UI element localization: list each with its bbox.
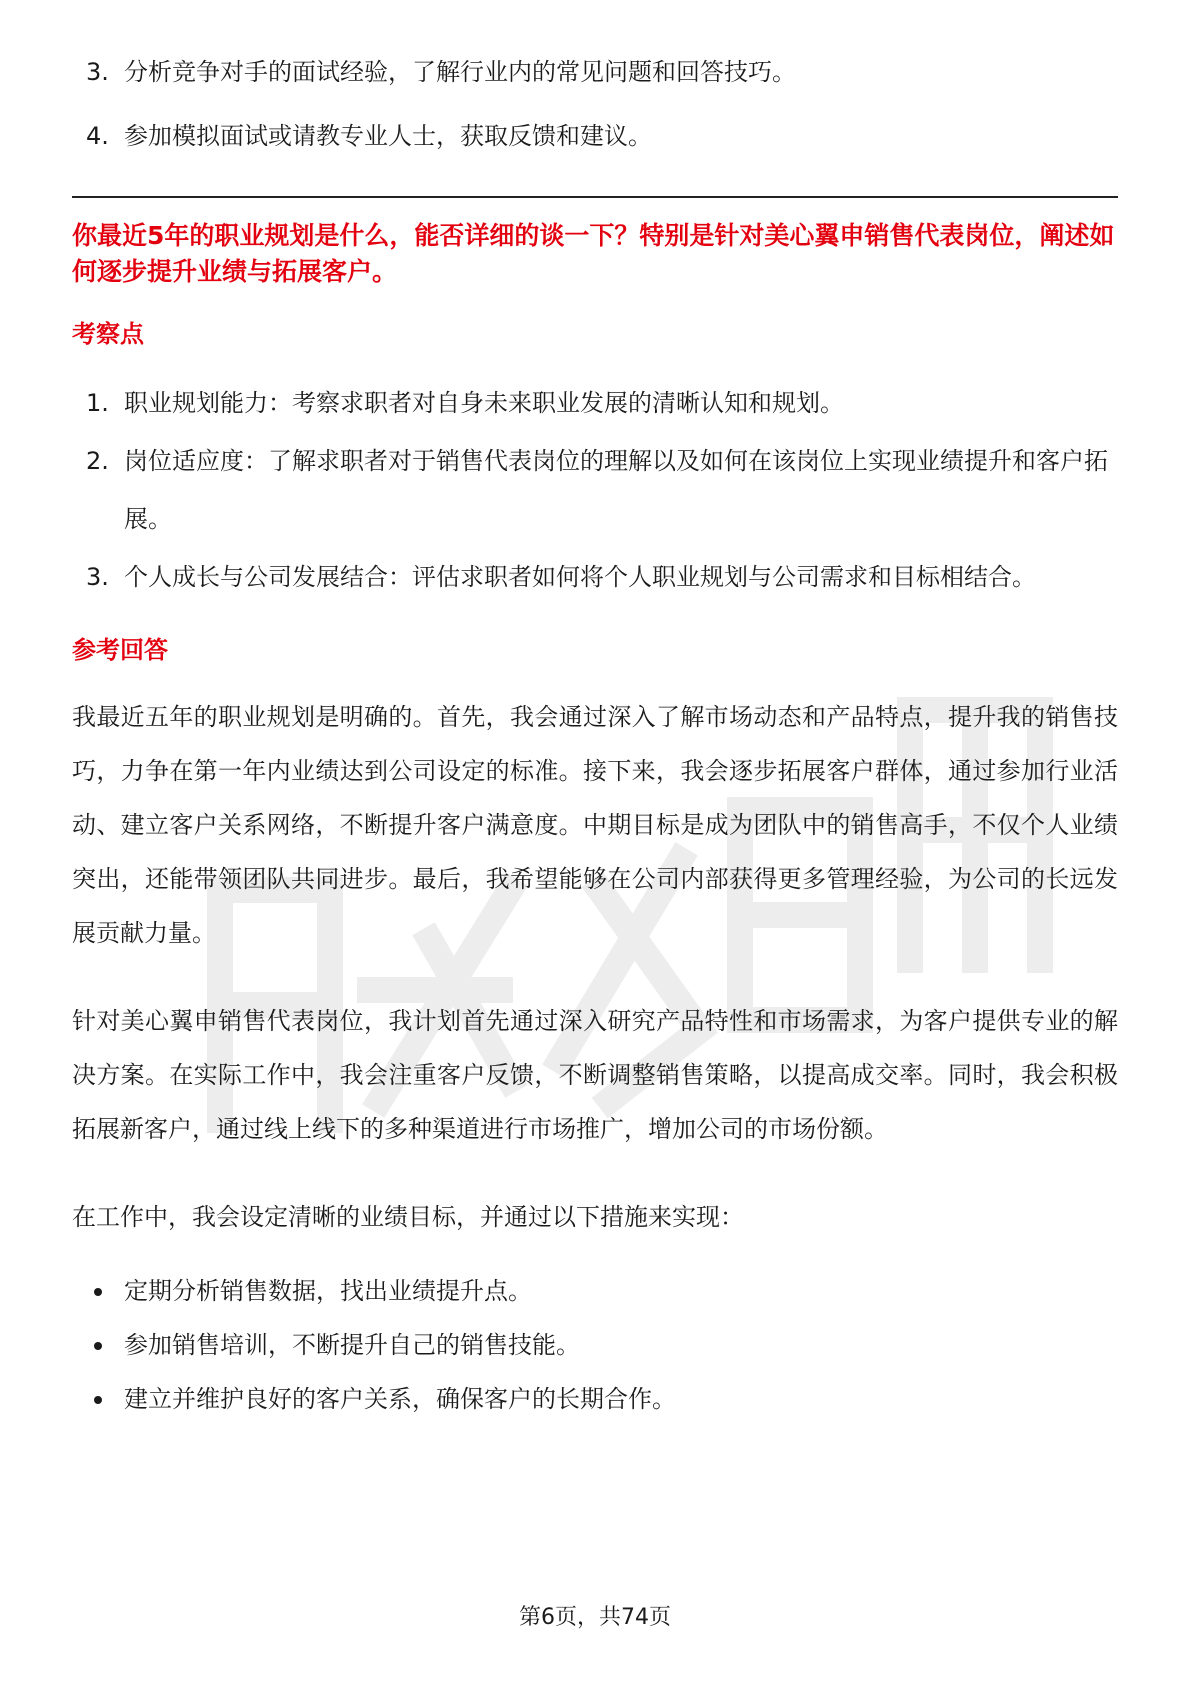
- focus-heading: 考察点: [72, 320, 144, 348]
- list-item: [72, 548, 1118, 606]
- document-page: [72, 40, 1118, 1426]
- list-item: [72, 104, 1118, 168]
- bullet-item: [72, 1318, 1118, 1372]
- answer-paragraph: 针对美心翼申销售代表岗位，我计划首先通过深入研究产品特性和市场需求，为客户提供专业的解决方案。在实际工作中，我会注重客户反馈，不断调整销售策略，以提高成交率。同时，我会积极拓展新客户，通过线上线下的多种渠道进行市场推广，增加公司的市场份额。: [72, 1007, 1118, 1143]
- answer-heading: 参考回答: [72, 636, 168, 664]
- bullet-text: 建立并维护良好的客户关系，确保客户的长期合作。: [124, 1385, 676, 1413]
- answer-paragraph: 在工作中，我会设定清晰的业绩目标，并通过以下措施来实现：: [72, 1203, 744, 1231]
- list-number: 2.: [86, 447, 109, 475]
- list-item-text: 个人成长与公司发展结合：评估求职者如何将个人职业规划与公司需求和目标相结合。: [124, 563, 1036, 591]
- list-item-text: 分析竞争对手的面试经验，了解行业内的常见问题和回答技巧。: [124, 58, 796, 86]
- list-item-text: 职业规划能力：考察求职者对自身未来职业发展的清晰认知和规划。: [124, 389, 844, 417]
- list-item-text: 参加模拟面试或请教专业人士，获取反馈和建议。: [124, 122, 652, 150]
- list-item-text: 岗位适应度：了解求职者对于销售代表岗位的理解以及如何在该岗位上实现业绩提升和客户拓展。: [124, 447, 1108, 533]
- focus-list: [72, 374, 1118, 606]
- bullet-list: [72, 1264, 1118, 1426]
- bullet-icon: [94, 1288, 102, 1296]
- top-numbered-list: [72, 40, 1118, 168]
- bullet-item: [72, 1372, 1118, 1426]
- bullet-text: 定期分析销售数据，找出业绩提升点。: [124, 1277, 532, 1305]
- page-number-footer: 第6页，共74页: [519, 1605, 671, 1630]
- list-number: 3.: [86, 58, 109, 86]
- list-item: [72, 432, 1118, 548]
- list-item: [72, 40, 1118, 104]
- list-number: 1.: [86, 389, 109, 417]
- answer-paragraph: 我最近五年的职业规划是明确的。首先，我会通过深入了解市场动态和产品特点，提升我的销售技巧，力争在第一年内业绩达到公司设定的标准。接下来，我会逐步拓展客户群体，通过参加行业活动、建立客户关系网络，不断提升客户满意度。中期目标是成为团队中的销售高手，不仅个人业绩突出，还能带领团队共同进步。最后，我希望能够在公司内部获得更多管理经验，为公司的长远发展贡献力量。: [72, 703, 1118, 947]
- section-divider: [72, 196, 1118, 198]
- list-item: [72, 374, 1118, 432]
- bullet-text: 参加销售培训，不断提升自己的销售技能。: [124, 1331, 580, 1359]
- list-number: 4.: [86, 122, 109, 150]
- list-number: 3.: [86, 563, 109, 591]
- bullet-item: [72, 1264, 1118, 1318]
- question-heading: 你最近5年的职业规划是什么，能否详细的谈一下？特别是针对美心翼申销售代表岗位，阐述如何逐步提升业绩与拓展客户。: [72, 221, 1115, 286]
- bullet-icon: [94, 1396, 102, 1404]
- bullet-icon: [94, 1342, 102, 1350]
